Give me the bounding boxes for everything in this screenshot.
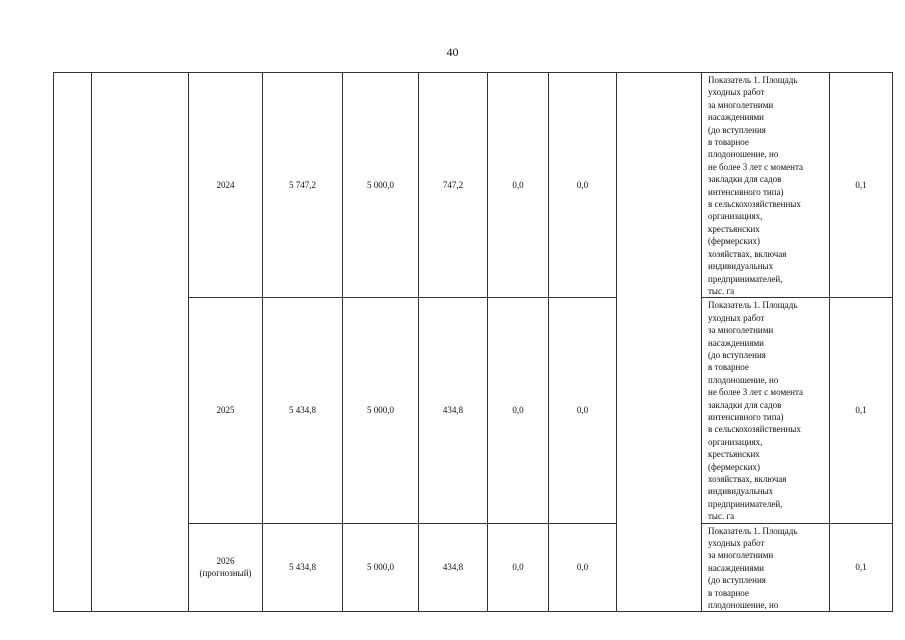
indicator-line: индивидуальных (708, 486, 774, 497)
other-cell: 0,0 (549, 298, 617, 523)
year: 2026 (216, 556, 235, 567)
indicator-line: предпринимателей, (708, 273, 783, 284)
indicator-line: (до вступления (708, 349, 766, 360)
federal-cell: 5 000,0 (343, 298, 419, 523)
indicator-line: крестьянских (708, 223, 760, 234)
indicator-line: в товарное (708, 137, 749, 148)
federal-cell: 5 000,0 (343, 73, 419, 298)
indicator-cell (702, 298, 830, 523)
value-cell: 0,1 (830, 73, 893, 298)
federal-cell: 5 000,0 (343, 523, 419, 611)
indicator-line: за многолетними (708, 325, 774, 336)
indicator-line: насаждениями (708, 112, 764, 123)
number-cell (54, 73, 92, 612)
indicator-line: организациях, (708, 211, 763, 222)
indicator-line: организациях, (708, 436, 763, 447)
measure-cell (92, 73, 189, 612)
indicator-line: уходных работ (708, 312, 765, 323)
year-cell (189, 298, 263, 523)
indicator-line: предпринимателей, (708, 498, 783, 509)
indicator-line: (до вступления (708, 124, 766, 135)
indicator-line: уходных работ (708, 538, 765, 549)
indicator-line: закладки для садов (708, 174, 782, 185)
total-cell: 5 434,8 (263, 523, 343, 611)
year-cell (189, 73, 263, 298)
indicator-line: (фермерских) (708, 236, 761, 247)
indicator-line: насаждениями (708, 562, 764, 573)
indicator-line: не более 3 лет с момента (708, 387, 803, 398)
indicator-line: не более 3 лет с момента (708, 161, 803, 172)
indicator-line: уходных работ (708, 87, 765, 98)
total-cell: 5 747,2 (263, 73, 343, 298)
other-cell: 0,0 (549, 523, 617, 611)
local-cell: 0,0 (488, 73, 549, 298)
total-cell: 5 434,8 (263, 298, 343, 523)
regional-cell: 747,2 (419, 73, 488, 298)
year: 2024 (216, 180, 235, 191)
indicator-line: хозяйствах, включая (708, 248, 787, 259)
indicator-line: насаждениями (708, 337, 764, 348)
year-note: (прогнозный) (199, 568, 252, 579)
value-cell: 0,1 (830, 523, 893, 611)
indicator-line: плодоношение, но (708, 600, 779, 611)
regional-cell: 434,8 (419, 298, 488, 523)
year-cell (189, 523, 263, 611)
indicator-text (708, 74, 826, 297)
indicator-line: крестьянских (708, 449, 760, 460)
indicator-cell (702, 523, 830, 611)
indicator-text (708, 299, 826, 522)
indicator-line: в сельскохозяйственных (708, 199, 801, 210)
table-row (54, 73, 893, 298)
indicator-line: Показатель 1. Площадь (708, 300, 798, 311)
indicator-line: закладки для садов (708, 399, 782, 410)
indicator-line: хозяйствах, включая (708, 474, 787, 484)
indicator-line: в сельскохозяйственных (708, 424, 801, 435)
local-cell: 0,0 (488, 298, 549, 523)
indicator-line: плодоношение, но (708, 149, 779, 160)
indicator-line: за многолетними (708, 99, 774, 110)
indicator-line: тыс. га (708, 285, 735, 296)
indicator-cell (702, 73, 830, 298)
indicator-line: в товарное (708, 362, 749, 373)
indicator-line: (фермерских) (708, 461, 761, 472)
indicator-line: Показатель 1. Площадь (708, 75, 798, 85)
indicator-line: индивидуальных (708, 261, 774, 272)
indicator-line: интенсивного типа) (708, 411, 784, 422)
indicator-line: плодоношение, но (708, 374, 779, 385)
indicator-line: за многолетними (708, 550, 774, 561)
local-cell: 0,0 (488, 523, 549, 611)
other-cell: 0,0 (549, 73, 617, 298)
empty-cell (617, 73, 702, 612)
indicator-line: (до вступления (708, 575, 766, 586)
year: 2025 (216, 405, 235, 416)
indicator-line: в товарное (708, 587, 749, 598)
regional-cell: 434,8 (419, 523, 488, 611)
indicator-line: интенсивного типа) (708, 186, 784, 197)
indicator-text (708, 525, 826, 611)
value-cell: 0,1 (830, 298, 893, 523)
budget-table (53, 72, 893, 612)
page-number: 40 (446, 45, 459, 59)
indicator-line: Показатель 1. Площадь (708, 525, 798, 536)
indicator-line: тыс. га (708, 511, 735, 522)
